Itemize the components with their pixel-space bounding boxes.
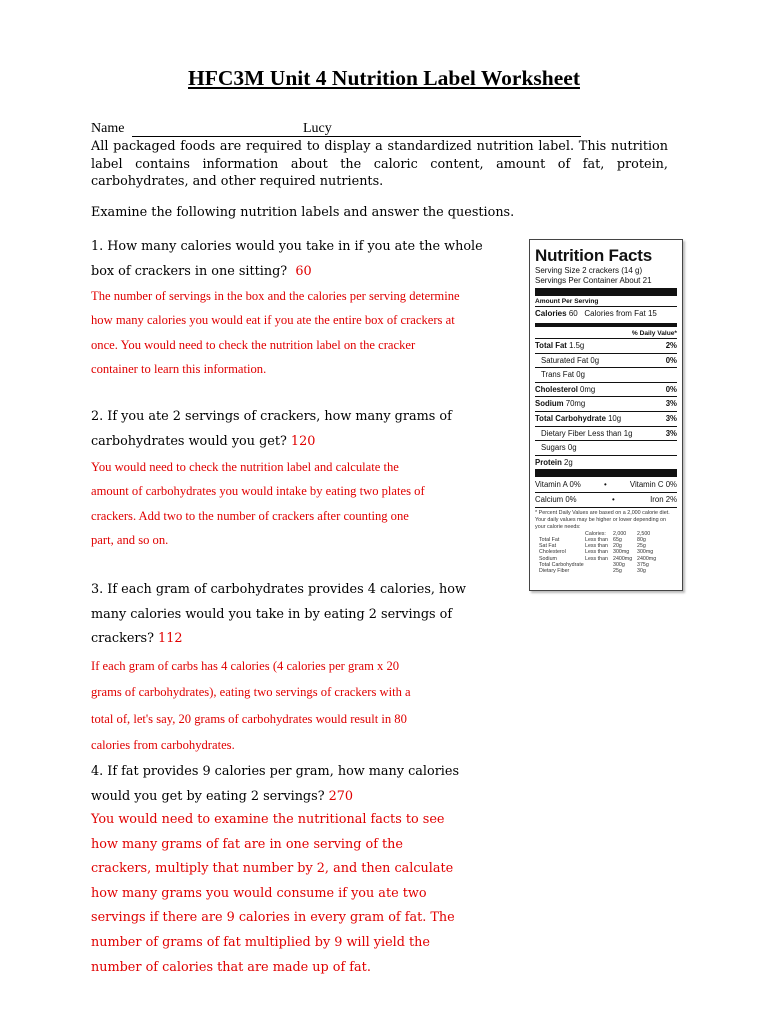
mineral-row: Calcium 0% • Iron 2% — [535, 492, 677, 507]
worksheet-title: HFC3M Unit 4 Nutrition Label Worksheet — [188, 66, 580, 90]
question-2: 2. If you ate 2 servings of crackers, how many grams of carbohydrates would you get? 120 — [91, 409, 452, 449]
name-line — [91, 121, 581, 138]
name-underline — [132, 136, 581, 137]
nutrition-facts-label — [529, 239, 683, 591]
intro-paragraph: All packaged foods are required to display a standardized nutrition label. This nutrition label contains information about the caloric content, amount of fat, protein, carbohydrates, and other required nutrients. — [91, 139, 668, 189]
nutrient-row: Saturated Fat 0g 0% — [535, 353, 677, 368]
explanation-2: You would need to check the nutrition label and calculate the amount of carbohydrates you would intake by eating two plates of crackers. Add two to the number of crackers after counting one part, and so on. — [91, 460, 425, 548]
amount-per-serving: Amount Per Serving — [535, 298, 599, 305]
nutrient-list — [535, 338, 677, 469]
medium-divider — [535, 323, 677, 327]
answer-3: 112 — [158, 631, 183, 646]
thick-divider — [535, 288, 677, 296]
nutrient-row: Total Carbohydrate 10g 3% — [535, 411, 677, 426]
name-value: Lucy — [303, 121, 332, 136]
question-1: 1. How many calories would you take in if you ate the whole box of crackers in one sitting? 60 — [91, 239, 483, 279]
answer-1: 60 — [295, 263, 312, 279]
answer-2: 120 — [290, 433, 316, 449]
daily-value-table — [535, 531, 677, 574]
answer-4: 270 — [328, 788, 354, 804]
nutrition-facts-heading: Nutrition Facts — [535, 246, 652, 265]
calories-row: Calories 60 Calories from Fat 15 — [535, 309, 657, 318]
nutrient-row: Cholesterol 0mg 0% — [535, 382, 677, 397]
daily-value-table-row: Calories: 2,000 2,500 — [585, 531, 651, 538]
serving-size: Serving Size 2 crackers (14 g) — [535, 266, 643, 275]
daily-value-table-row: Total Fat Less than 65g 80g — [539, 537, 646, 544]
instructions: Examine the following nutrition labels and answer the questions. — [91, 205, 515, 220]
daily-value-table-row: Cholesterol Less than 300mg 300mg — [539, 549, 654, 556]
daily-value-table-row: Sat Fat Less than 20g 25g — [539, 543, 646, 550]
nutrient-row: Sodium 70mg 3% — [535, 396, 677, 411]
daily-value-footnote: * Percent Daily Values are based on a 2,000 calorie diet. Your daily values may be higher or lower depending on your calorie needs: — [535, 510, 670, 530]
servings-per-container: Servings Per Container About 21 — [535, 276, 652, 285]
nutrient-row: Trans Fat 0g — [535, 367, 677, 382]
daily-value-table-row: Dietary Fiber 25g 30g — [539, 567, 646, 574]
daily-value-table-row: Sodium Less than 2400mg 2400mg — [539, 555, 657, 562]
nutrient-row: Total Fat 1.5g 2% — [535, 338, 677, 353]
question-4: 4. If fat provides 9 calories per gram, how many calories would you get by eating 2 servings? 270 — [91, 764, 460, 804]
explanation-3: If each gram of carbs has 4 calories (4 calories per gram x 20 grams of carbohydrates), eating two servings of crackers with a total of, let's say, 20 grams of carbohydrates would result in 80 calories from carbohydrates. — [91, 659, 411, 753]
vitamin-row: Vitamin A 0% • Vitamin C 0% — [535, 480, 677, 490]
explanation-4: You would need to examine the nutritional facts to see how many grams of fat are in one serving of the crackers, multiply that number by 2, and then calculate how many grams you would consume if you ate two servings if there are 9 calories in every gram of fat. The number of grams of fat multiplied by 9 will yield the number of calories that are made up of fat. — [91, 812, 455, 975]
nutrient-row: Sugars 0g — [535, 440, 677, 455]
daily-value-table-row: Total Carbohydrate 300g 375g — [539, 561, 649, 568]
explanation-1: The number of servings in the box and the calories per serving determine how many calories you would eat if you ate the entire box of crackers at once. You would need to check the nutrition label on the cracker container to learn this information. — [91, 289, 460, 377]
question-3: 3. If each gram of carbohydrates provides 4 calories, how many calories would you take in by eating 2 servings of crackers? 112 — [91, 582, 466, 646]
nutrient-row: Protein 2g — [535, 455, 677, 470]
name-label: Name — [91, 121, 125, 136]
daily-value-header: % Daily Value* — [631, 330, 677, 337]
nutrient-row: Dietary Fiber Less than 1g 3% — [535, 426, 677, 441]
